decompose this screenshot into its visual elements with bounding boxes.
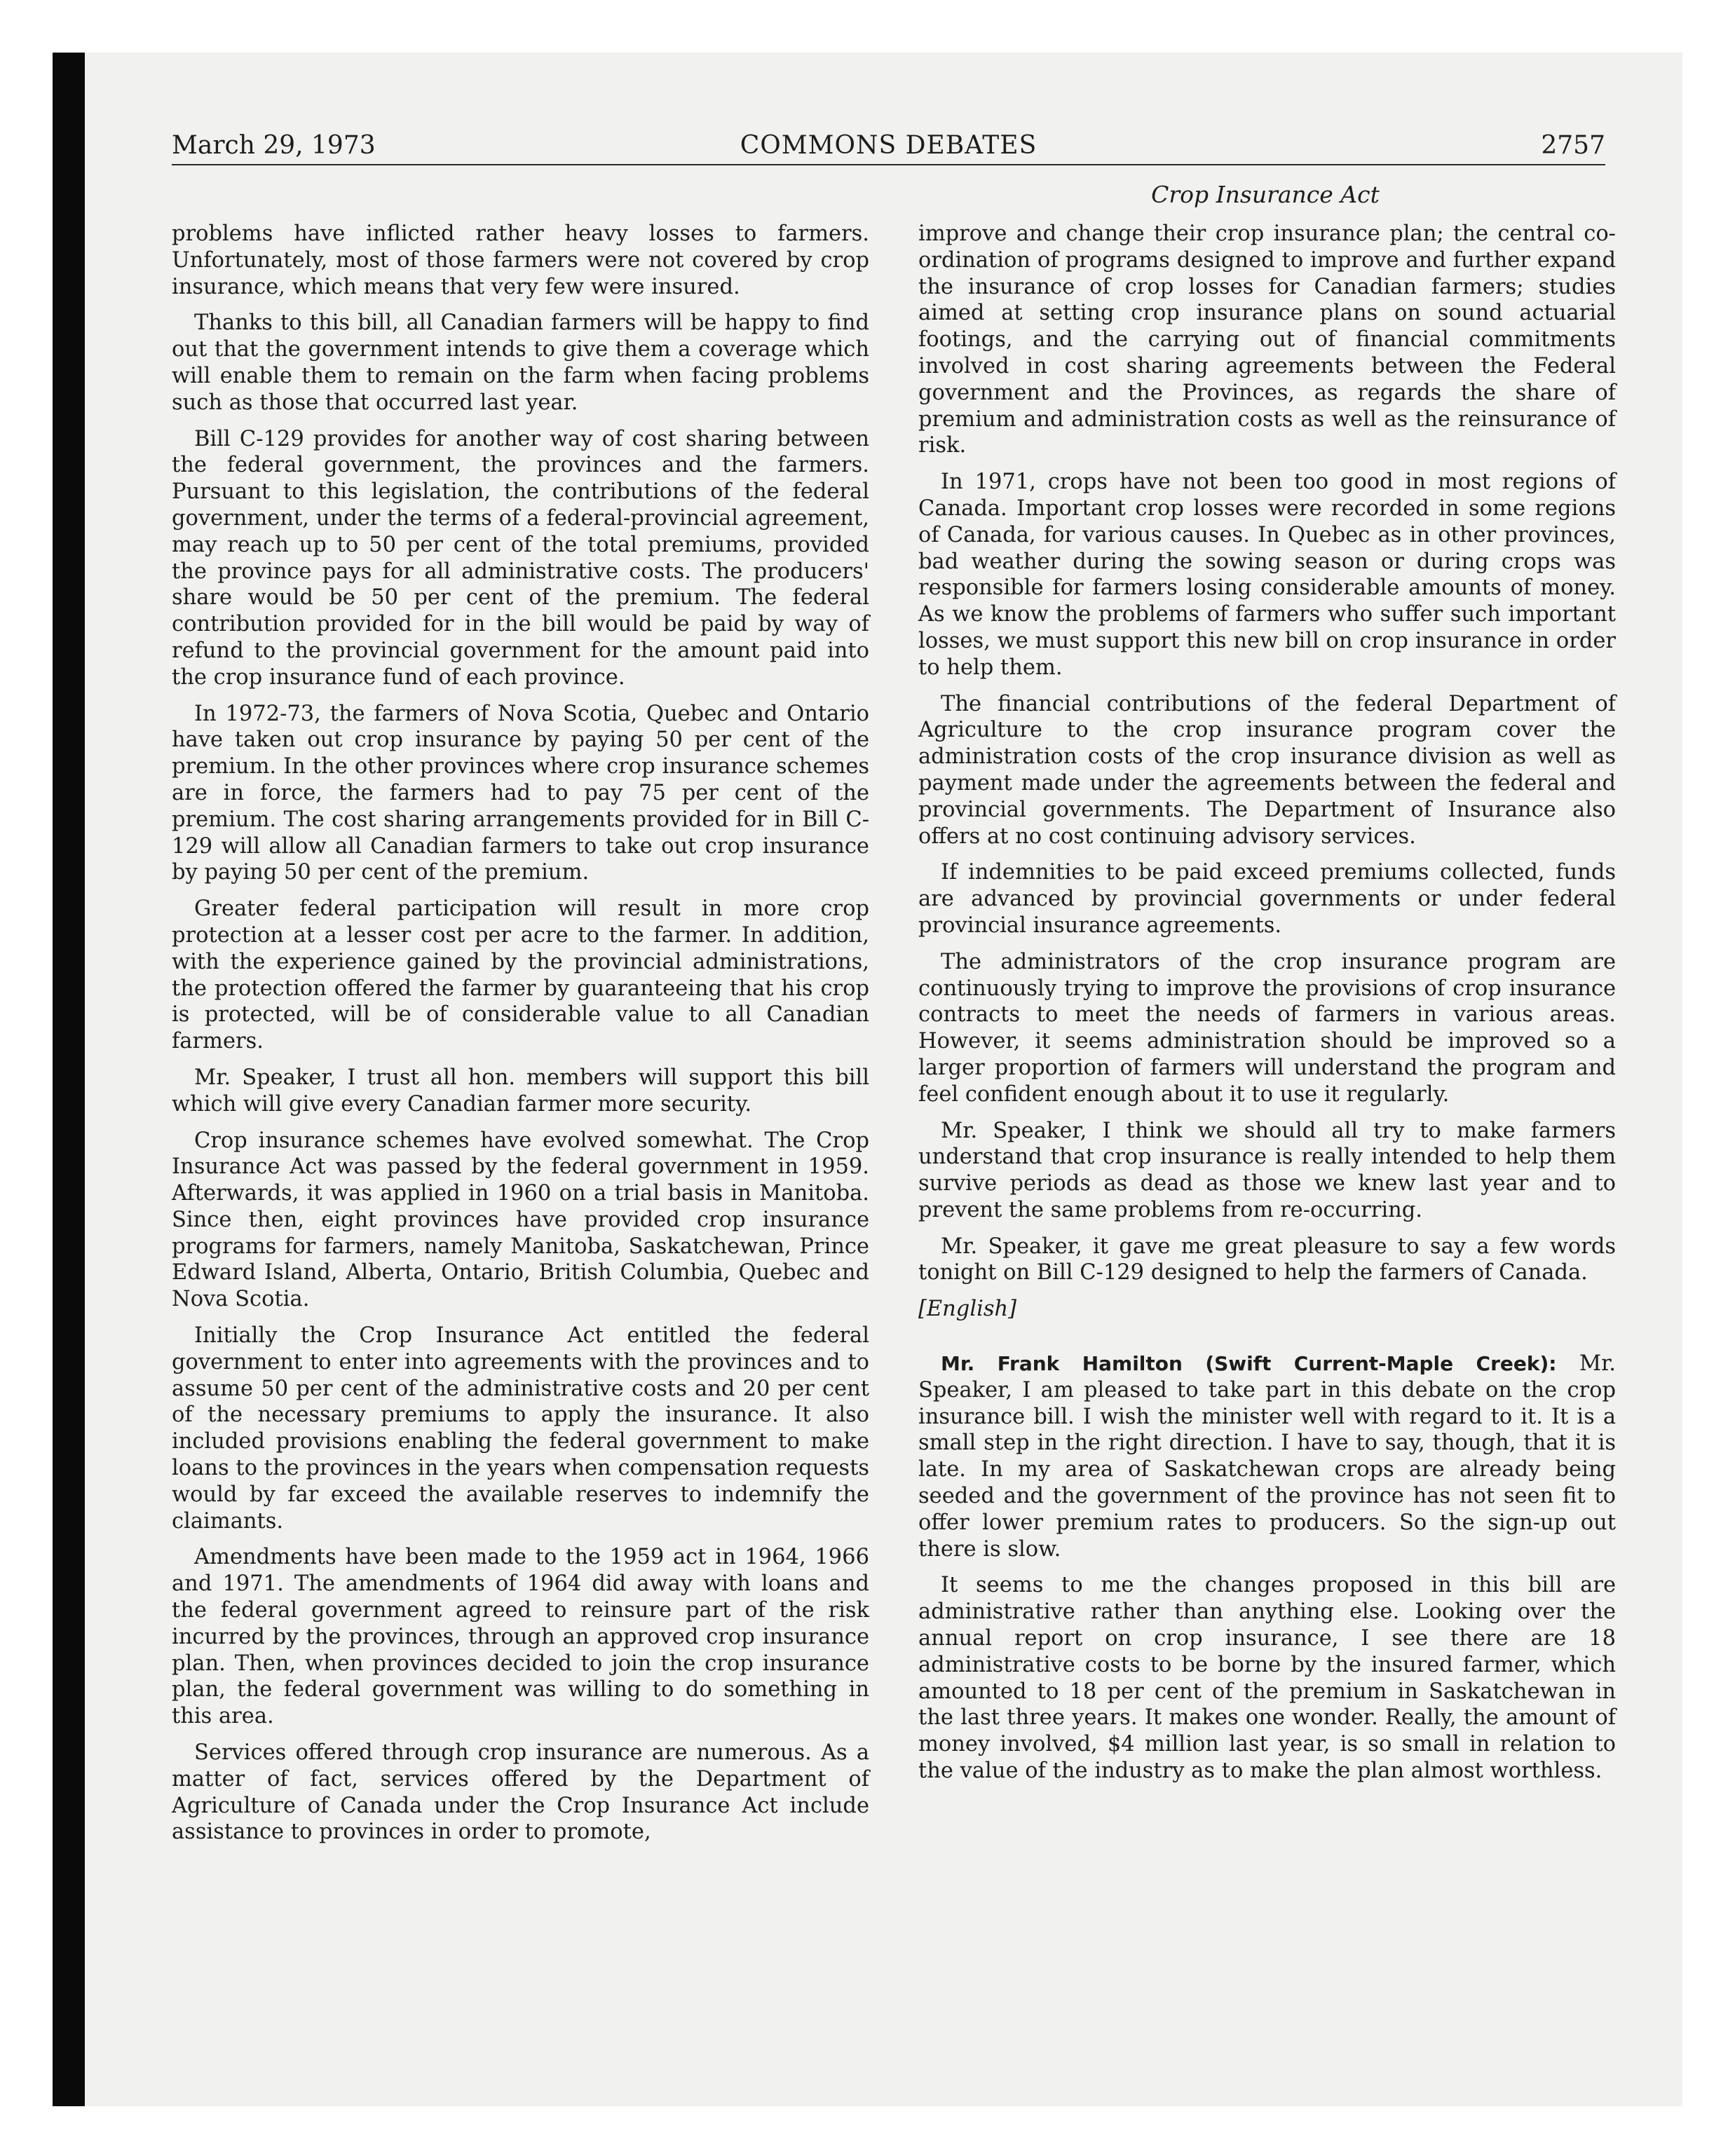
header-date: March 29, 1973 xyxy=(172,131,376,160)
running-section-title: Crop Insurance Act xyxy=(1151,181,1380,208)
paragraph: In 1971, crops have not been too good in most regions of Canada. Important crop losses were recorded in some regions of Canada, for various causes. In Quebec as in other provinces, bad weather during the sowing season or during crops was responsible for farmers losing considerable amounts of money. As we know the problems of farmers who suffer such important losses, we must support this new bill on crop insurance in order to help them. xyxy=(918,470,1616,680)
paragraph: Mr. Speaker, I think we should all try to make farmers understand that crop insurance is really intended to help them survive periods as dead as those we knew last year and to prevent the same problems from re-occurring. xyxy=(918,1118,1616,1222)
speaker-paragraph xyxy=(918,1351,1616,1562)
paragraph: Mr. Speaker, I trust all hon. members will support this bill which will give every Canadian farmer more security. xyxy=(172,1065,869,1117)
paragraph: Mr. Speaker, it gave me great pleasure to say a few words tonight on Bill C-129 designed to help the farmers of Canada. xyxy=(918,1234,1616,1285)
header-page-number: 2757 xyxy=(1541,131,1605,160)
page-header xyxy=(172,125,1605,165)
header-publication-title: COMMONS DEBATES xyxy=(740,131,1037,160)
paragraph: Bill C-129 provides for another way of cost sharing between the federal government, the provinces and the farmers. Pursuant to this legislation, the contributions of the federal government, under the terms of a federal-provincial agreement, may reach up to 50 per cent of the total premiums, provided the province pays for all administrative costs. The producers' share would be 50 per cent of the premium. The federal contribution provided for in the bill would be paid by way of refund to the provincial government for the amount paid into the crop insurance fund of each province. xyxy=(172,426,869,690)
paragraph: In 1972-73, the farmers of Nova Scotia, Quebec and Ontario have taken out crop insurance by paying 50 per cent of the premium. In the other provinces where crop insurance schemes are in force, the farmers had to pay 75 per cent of the premium. The cost sharing arrangements provided for in Bill C-129 will allow all Canadian farmers to take out crop insurance by paying 50 per cent of the premium. xyxy=(172,701,869,885)
paragraph: The financial contributions of the federal Department of Agriculture to the crop insurance program cover the administration costs of the crop insurance division as well as payment made under the agreements between the federal and provincial governments. The Department of Insurance also offers at no cost continuing advisory services. xyxy=(918,691,1616,849)
left-column xyxy=(172,221,869,1855)
paragraph: Initially the Crop Insurance Act entitled the federal government to enter into agreements with the provinces and to assume 50 per cent of the administrative costs and 20 per cent of the necessary premiums to apply the insurance. It also included provisions enabling the federal government to make loans to the provinces in the years when compensation requests would by far exceed the available reserves to indemnify the claimants. xyxy=(172,1323,869,1534)
paragraph: problems have inflicted rather heavy losses to farmers. Unfortunately, most of those farmers were not covered by crop insurance, which means that very few were insured. xyxy=(172,221,869,299)
language-tag: [English] xyxy=(918,1297,1017,1322)
paragraph: Services offered through crop insurance are numerous. As a matter of fact, services offered by the Department of Agriculture of Canada under the Crop Insurance Act include assistance to provinces in order to promote, xyxy=(172,1740,869,1845)
speaker-name: Mr. Frank Hamilton (Swift Current-Maple Creek): xyxy=(941,1352,1557,1376)
paragraph: Thanks to this bill, all Canadian farmers will be happy to find out that the government intends to give them a coverage which will enable them to remain on the farm when facing problems such as those that occurred last year. xyxy=(172,311,869,415)
paragraph: Amendments have been made to the 1959 act in 1964, 1966 and 1971. The amendments of 1964 did away with loans and the federal government agreed to reinsure part of the risk incurred by the provinces, through an approved crop insurance plan. Then, when provinces decided to join the crop insurance plan, the federal government was willing to do something in this area. xyxy=(172,1545,869,1729)
right-column xyxy=(918,221,1616,1794)
paragraph: Greater federal participation will result in more crop protection at a lesser cost per acre to the farmer. In addition, with the experience gained by the provincial administrations, the protection offered the farmer by guaranteeing that his crop is protected, will be of considerable value to all Canadian farmers. xyxy=(172,896,869,1054)
paragraph: The administrators of the crop insurance program are continuously trying to improve the provisions of crop insurance contracts to meet the needs of farmers in various areas. However, it seems administration should be improved so a larger proportion of farmers will understand the program and feel confident enough about it to use it regularly. xyxy=(918,949,1616,1107)
paragraph: If indemnities to be paid exceed premiums collected, funds are advanced by provincial governments or under federal provincial insurance agreements. xyxy=(918,860,1616,938)
paragraph: improve and change their crop insurance plan; the central co-ordination of programs designed to improve and further expand the insurance of crop losses for Canadian farmers; studies aimed at setting crop insurance plans on sound actuarial footings, and the carrying out of financial commitments involved in cost sharing agreements between the Federal government and the Provinces, as regards the share of premium and administration costs as well as the reinsurance of risk. xyxy=(918,221,1616,458)
speaker-text: Mr. Speaker, I am pleased to take part in this debate on the crop insurance bill. I wish the minister well with regard to it. It is a small step in the right direction. I have to say, though, that it is late. In my area of Saskatchewan crops are already being seeded and the government of the province has not seen fit to offer lower premium rates to producers. So the sign-up out there is slow. xyxy=(918,1351,1616,1562)
paragraph: It seems to me the changes proposed in this bill are administrative rather than anything else. Looking over the annual report on crop insurance, I see there are 18 administrative costs to be borne by the insured farmer, which amounted to 18 per cent of the premium in Saskatchewan in the last three years. It makes one wonder. Really, the amount of money involved, $4 million last year, is so small in relation to the value of the industry as to make the plan almost worthless. xyxy=(918,1573,1616,1784)
paragraph: Crop insurance schemes have evolved somewhat. The Crop Insurance Act was passed by the federal government in 1959. Afterwards, it was applied in 1960 on a trial basis in Manitoba. Since then, eight provinces have provided crop insurance programs for farmers, namely Manitoba, Saskatchewan, Prince Edward Island, Alberta, Ontario, British Columbia, Quebec and Nova Scotia. xyxy=(172,1128,869,1312)
